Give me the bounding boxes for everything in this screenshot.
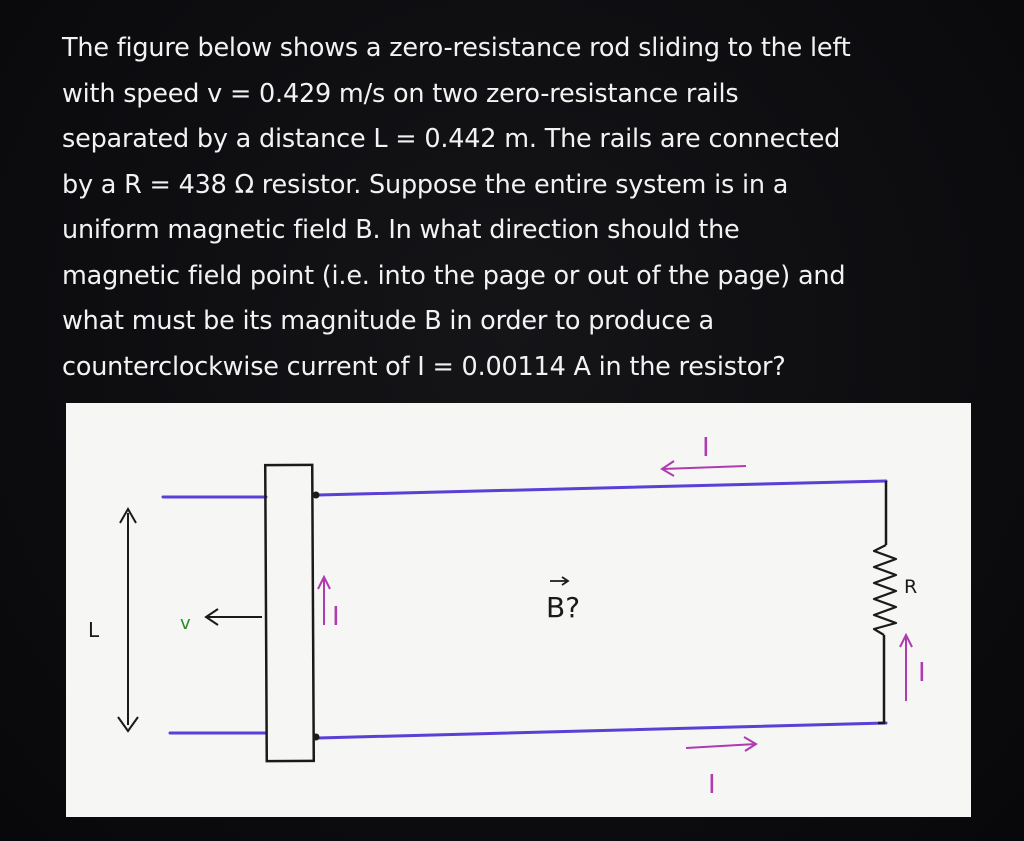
question-line-1: The figure below shows a zero-resistance rod sliding to the left bbox=[62, 33, 851, 63]
circuit-figure bbox=[66, 403, 971, 817]
field-vector-arrow bbox=[550, 577, 568, 585]
question-line-7: what must be its magnitude B in order to produce a bbox=[62, 306, 714, 336]
question-line-6: magnetic field point (i.e. into the page or out of the page) and bbox=[62, 260, 846, 291]
length-label: L bbox=[88, 618, 100, 642]
question-line-5: uniform magnetic field B. In what direction should the bbox=[62, 215, 740, 245]
resistor-label: R bbox=[904, 576, 918, 598]
question-text bbox=[62, 26, 1012, 390]
bottom-rail bbox=[170, 723, 886, 738]
current-arrow-rod bbox=[318, 577, 330, 625]
question-line-3: separated by a distance L = 0.442 m. The rails are connected bbox=[62, 124, 841, 154]
current-arrow-bottom bbox=[686, 737, 756, 751]
current-label-rod: I bbox=[332, 602, 340, 632]
current-label-bottom: I bbox=[708, 770, 716, 800]
current-label-top: I bbox=[702, 433, 710, 463]
velocity-arrow bbox=[206, 609, 262, 625]
circuit-diagram bbox=[66, 403, 971, 817]
rod-contact-bottom bbox=[313, 734, 320, 741]
question-line-8: counterclockwise current of I = 0.00114 A in the resistor? bbox=[62, 351, 786, 382]
rod-contact-top bbox=[313, 492, 320, 499]
field-label: B? bbox=[546, 591, 581, 624]
velocity-label: v bbox=[180, 613, 191, 634]
current-arrow-top bbox=[662, 461, 746, 476]
question-line-2: with speed v = 0.429 m/s on two zero-resistance rails bbox=[62, 78, 739, 109]
current-label-resistor: I bbox=[918, 658, 926, 688]
resistor-zigzag bbox=[874, 545, 896, 635]
sliding-rod bbox=[265, 465, 314, 761]
current-arrow-resistor bbox=[900, 635, 912, 701]
question-line-4: by a R = 438 Ω resistor. Suppose the entire system is in a bbox=[62, 169, 789, 200]
top-rail bbox=[163, 481, 886, 497]
length-arrow bbox=[118, 509, 138, 731]
